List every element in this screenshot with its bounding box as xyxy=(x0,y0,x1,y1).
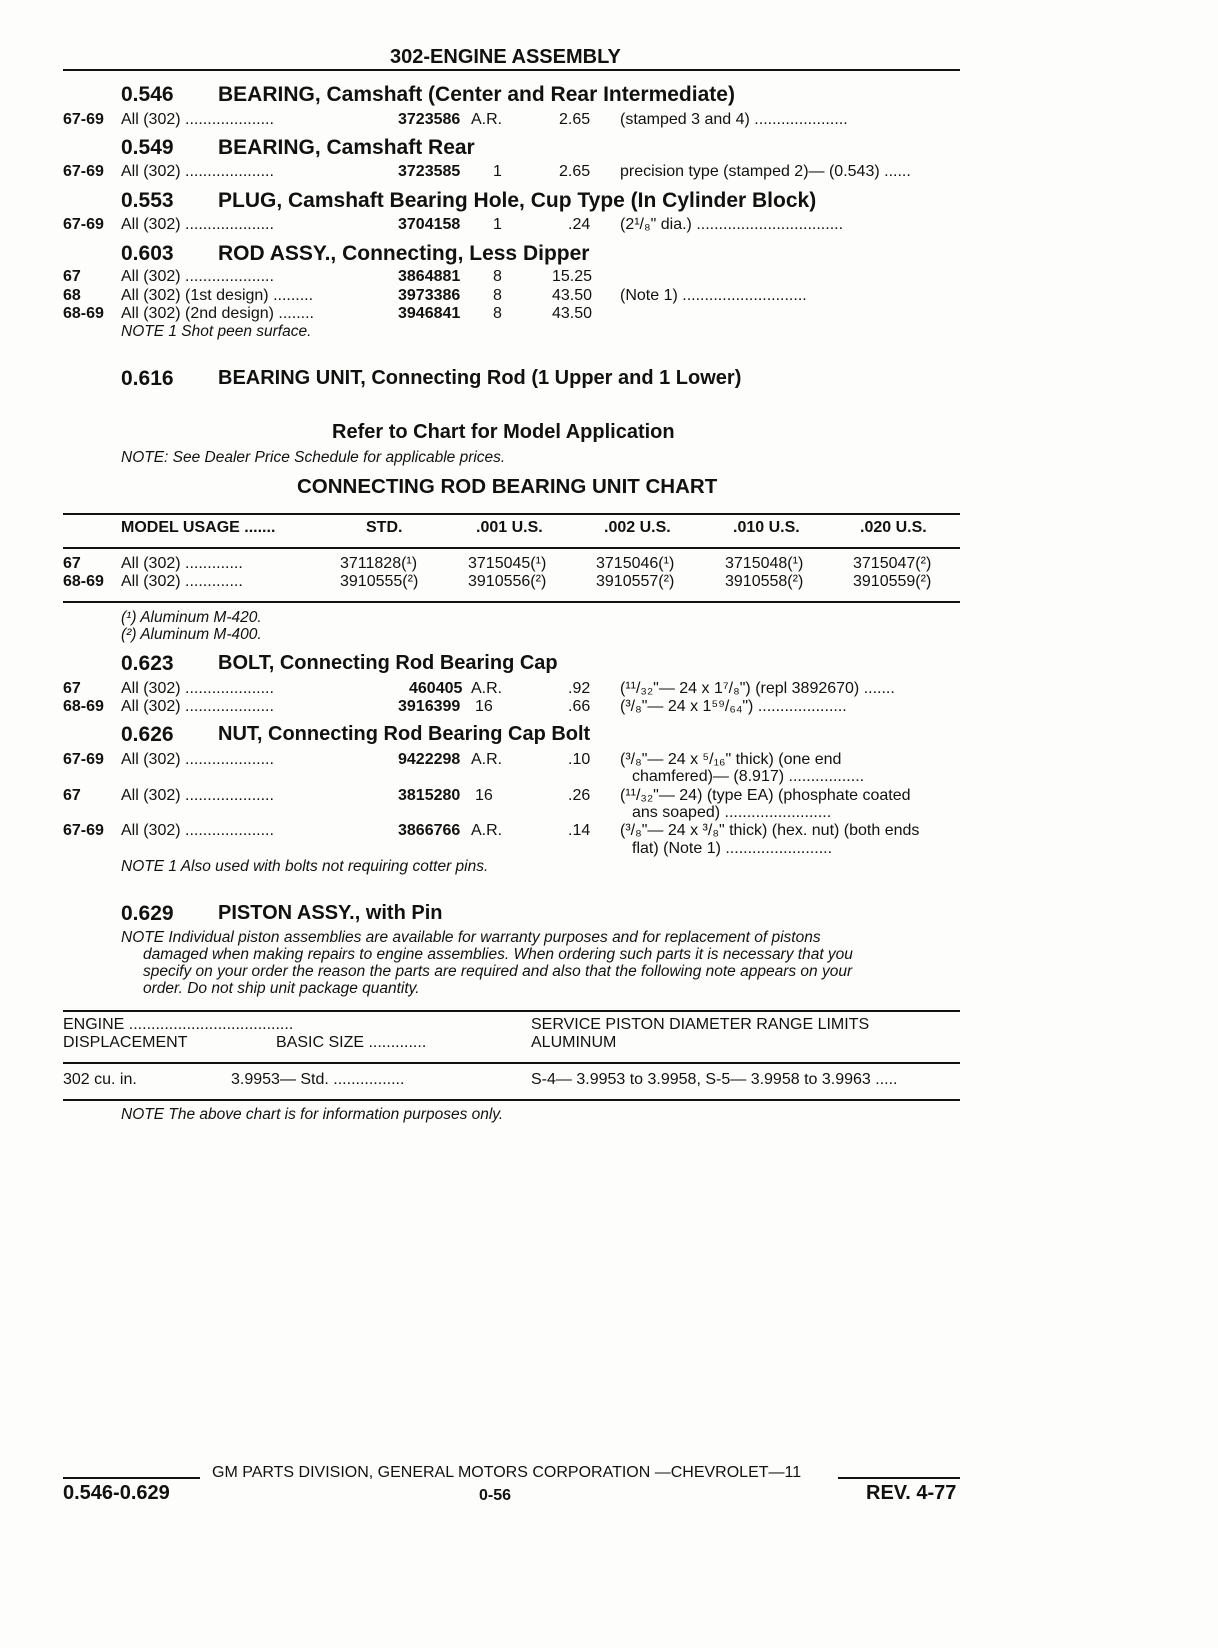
row-part: 3704158 xyxy=(398,216,461,233)
row-desc: (³/₈"— 24 x 1⁵⁹/₆₄") .................... xyxy=(620,698,847,715)
section-title: PLUG, Camshaft Bearing Hole, Cup Type (In Cylinder Block) xyxy=(218,189,817,212)
row-qty: 8 xyxy=(493,287,502,304)
section-number: 0.549 xyxy=(121,136,174,159)
row-price: .14 xyxy=(568,822,591,839)
row-usage: All (302) .................... xyxy=(121,751,274,768)
chart-cell: 3910559(²) xyxy=(853,573,932,590)
row-desc: (¹¹/₃₂"— 24 x 1⁷/₈") (repl 3892670) ....... xyxy=(620,680,895,697)
chart-cell: 3715045(¹) xyxy=(468,555,547,572)
row-part: 3973386 xyxy=(398,287,461,304)
piston-note-line: NOTE Individual piston assemblies are available for warranty purposes and for replacement of pistons xyxy=(121,929,821,946)
row-year: 68 xyxy=(63,287,81,304)
row-price: .66 xyxy=(568,698,591,715)
footer-rule-right xyxy=(838,1477,960,1479)
row-qty: 1 xyxy=(493,216,502,233)
row-usage: All (302) (2nd design) ........ xyxy=(121,305,314,322)
piston-note-line: damaged when making repairs to engine assemblies. When ordering such parts it is necessary that you xyxy=(143,946,853,963)
row-year: 67 xyxy=(63,787,81,804)
section-note: NOTE 1 Also used with bolts not requiring cotter pins. xyxy=(121,858,489,875)
row-price: 2.65 xyxy=(559,111,591,128)
row-price: 43.50 xyxy=(552,287,593,304)
row-year: 67-69 xyxy=(63,216,104,233)
section-title: NUT, Connecting Rod Bearing Cap Bolt xyxy=(218,723,591,745)
chart-footnote: (²) Aluminum M-400. xyxy=(121,626,262,643)
section-title: BOLT, Connecting Rod Bearing Cap xyxy=(218,652,558,674)
footer-revision: REV. 4-77 xyxy=(866,1482,957,1504)
row-year: 67-69 xyxy=(63,822,104,839)
chart-cell: 3715046(¹) xyxy=(596,555,675,572)
row-part: 3723586 xyxy=(398,111,461,128)
row-part: 3815280 xyxy=(398,787,461,804)
footer-corporation: GM PARTS DIVISION, GENERAL MOTORS CORPORATION —CHEVROLET—11 xyxy=(212,1464,802,1481)
footer-range: 0.546-0.629 xyxy=(63,1482,170,1504)
row-qty: 16 xyxy=(475,787,493,804)
piston-header-range: SERVICE PISTON DIAMETER RANGE LIMITS xyxy=(531,1016,870,1033)
section-number: 0.616 xyxy=(121,367,174,390)
footer-page-number: 0-56 xyxy=(479,1487,512,1504)
row-usage: All (302) .................... xyxy=(121,698,274,715)
piston-basic-size-value: 3.9953— Std. ................ xyxy=(231,1071,405,1088)
section-title: BEARING UNIT, Connecting Rod (1 Upper and 1 Lower) xyxy=(218,367,742,389)
section-title: PISTON ASSY., with Pin xyxy=(218,902,443,924)
piston-header-rule xyxy=(63,1062,960,1064)
section-number: 0.623 xyxy=(121,652,174,675)
row-desc-continued: chamfered)— (8.917) ................. xyxy=(632,768,865,785)
row-price: 43.50 xyxy=(552,305,593,322)
row-part: 3946841 xyxy=(398,305,461,322)
section-number: 0.546 xyxy=(121,83,174,106)
row-qty: 1 xyxy=(493,163,502,180)
section-number: 0.553 xyxy=(121,189,174,212)
section-number: 0.629 xyxy=(121,902,174,925)
row-desc: (¹¹/₃₂"— 24) (type EA) (phosphate coated xyxy=(620,787,911,804)
chart-footnote: (¹) Aluminum M-420. xyxy=(121,609,262,626)
row-year: 68-69 xyxy=(63,305,104,322)
row-desc: (stamped 3 and 4) ..................... xyxy=(620,111,848,128)
row-desc: (³/₈"— 24 x ³/₈" thick) (hex. nut) (both ends xyxy=(620,822,920,839)
refer-heading: Refer to Chart for Model Application xyxy=(332,421,675,443)
row-usage: All (302) .................... xyxy=(121,787,274,804)
row-desc: (³/₈"— 24 x ⁵/₁₆" thick) (one end xyxy=(620,751,842,768)
piston-note-line: specify on your order the reason the parts are required and also that the following note appears on your xyxy=(143,963,853,980)
chart-cell: 3715048(¹) xyxy=(725,555,804,572)
chart-cell: 3715047(²) xyxy=(853,555,932,572)
piston-header-engine: ENGINE ..................................... xyxy=(63,1016,294,1033)
piston-header-displacement: DISPLACEMENT xyxy=(63,1034,188,1051)
row-year: 67-69 xyxy=(63,751,104,768)
row-desc-continued: ans soaped) ........................ xyxy=(632,804,832,821)
row-usage: All (302) .................... xyxy=(121,111,274,128)
row-qty: 8 xyxy=(493,305,502,322)
row-year: 67 xyxy=(63,268,81,285)
row-qty: 8 xyxy=(493,268,502,285)
section-note: NOTE 1 Shot peen surface. xyxy=(121,323,312,340)
row-year: 68-69 xyxy=(63,698,104,715)
row-usage: All (302) .................... xyxy=(121,216,274,233)
chart-row-usage: All (302) ............. xyxy=(121,555,243,572)
chart-row-usage: All (302) ............. xyxy=(121,573,243,590)
piston-note-line: order. Do not ship unit package quantity. xyxy=(143,980,420,997)
page-title: 302-ENGINE ASSEMBLY xyxy=(390,46,621,68)
section-title: BEARING, Camshaft Rear xyxy=(218,136,475,159)
row-part: 3866766 xyxy=(398,822,461,839)
row-desc: (2¹/₈" dia.) ................................. xyxy=(620,216,844,233)
chart-bottom-rule xyxy=(63,601,960,603)
chart-header-010: .010 U.S. xyxy=(733,519,800,536)
row-qty: A.R. xyxy=(471,111,503,128)
row-price: 2.65 xyxy=(559,163,591,180)
chart-row-year: 68-69 xyxy=(63,573,104,590)
title-rule xyxy=(63,69,960,71)
row-usage: All (302) .................... xyxy=(121,268,274,285)
section-number: 0.603 xyxy=(121,242,174,265)
row-price: .92 xyxy=(568,680,591,697)
row-qty: A.R. xyxy=(471,822,503,839)
chart-cell: 3910558(²) xyxy=(725,573,804,590)
chart-title: CONNECTING ROD BEARING UNIT CHART xyxy=(297,475,718,498)
row-year: 67 xyxy=(63,680,81,697)
row-part: 3723585 xyxy=(398,163,461,180)
chart-header-001: .001 U.S. xyxy=(476,519,543,536)
piston-table-note: NOTE The above chart is for information purposes only. xyxy=(121,1106,504,1123)
row-desc-continued: flat) (Note 1) ........................ xyxy=(632,840,833,857)
row-price: 15.25 xyxy=(552,268,593,285)
row-price: .24 xyxy=(568,216,591,233)
chart-cell: 3910556(²) xyxy=(468,573,547,590)
section-title: BEARING, Camshaft (Center and Rear Intermediate) xyxy=(218,83,735,106)
row-desc: (Note 1) ............................ xyxy=(620,287,807,304)
row-price: .26 xyxy=(568,787,591,804)
row-part: 3916399 xyxy=(398,698,461,715)
row-part: 9422298 xyxy=(398,751,461,768)
row-usage: All (302) .................... xyxy=(121,822,274,839)
row-qty: 16 xyxy=(475,698,493,715)
row-price: .10 xyxy=(568,751,591,768)
piston-range-value: S-4— 3.9953 to 3.9958, S-5— 3.9958 to 3.9963 ..... xyxy=(531,1071,898,1088)
chart-header-std: STD. xyxy=(366,519,403,536)
row-qty: A.R. xyxy=(471,680,503,697)
row-year: 67-69 xyxy=(63,111,104,128)
section-number: 0.626 xyxy=(121,723,174,746)
chart-cell: 3910555(²) xyxy=(340,573,419,590)
chart-top-rule xyxy=(63,513,960,515)
chart-row-year: 67 xyxy=(63,555,81,572)
row-desc: precision type (stamped 2)— (0.543) ...... xyxy=(620,163,911,180)
row-year: 67-69 xyxy=(63,163,104,180)
chart-cell: 3711828(¹) xyxy=(340,555,418,572)
piston-header-aluminum: ALUMINUM xyxy=(531,1034,617,1051)
refer-note: NOTE: See Dealer Price Schedule for applicable prices. xyxy=(121,449,506,466)
chart-header-model-usage: MODEL USAGE ....... xyxy=(121,519,276,536)
piston-displacement-value: 302 cu. in. xyxy=(63,1071,137,1088)
piston-header-basic-size: BASIC SIZE ............. xyxy=(276,1034,427,1051)
row-part: 3864881 xyxy=(398,268,461,285)
piston-table-top-rule xyxy=(63,1010,960,1012)
chart-cell: 3910557(²) xyxy=(596,573,675,590)
row-qty: A.R. xyxy=(471,751,503,768)
chart-header-rule xyxy=(63,547,960,549)
chart-header-002: .002 U.S. xyxy=(604,519,671,536)
footer-rule-left xyxy=(63,1477,200,1479)
section-title: ROD ASSY., Connecting, Less Dipper xyxy=(218,242,590,265)
row-usage: All (302) .................... xyxy=(121,163,274,180)
row-usage: All (302) (1st design) ......... xyxy=(121,287,314,304)
row-usage: All (302) .................... xyxy=(121,680,274,697)
chart-header-020: .020 U.S. xyxy=(860,519,927,536)
piston-table-bottom-rule xyxy=(63,1099,960,1101)
row-part: 460405 xyxy=(409,680,463,697)
